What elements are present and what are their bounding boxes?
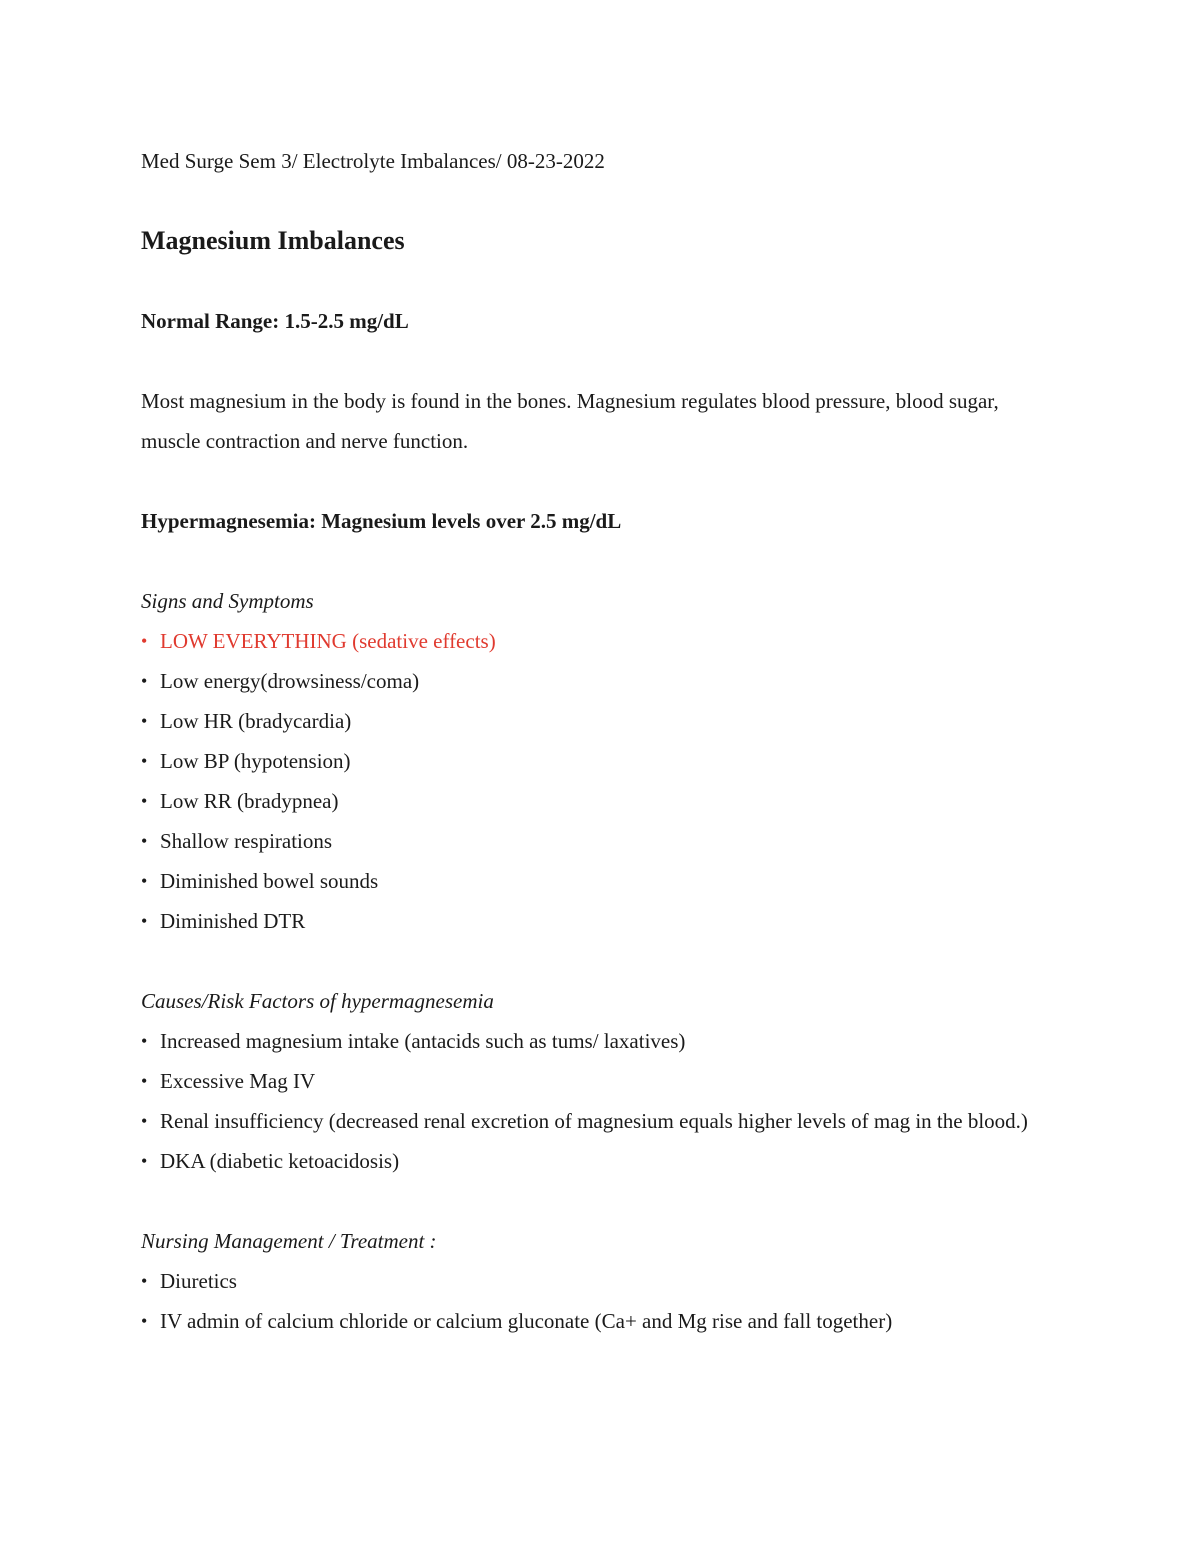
causes-heading: Causes/Risk Factors of hypermagnesemia — [141, 989, 494, 1013]
treatment-list — [141, 1261, 1051, 1341]
bullet-icon: • — [141, 1271, 148, 1291]
list-item-text: Increased magnesium intake (antacids such as tums/ laxatives) — [160, 1029, 686, 1053]
bullet-icon: • — [141, 791, 148, 811]
normal-range-value: 1.5-2.5 mg/dL — [279, 309, 409, 333]
list-item — [141, 861, 1051, 901]
hypermagnesemia-label: Hypermagnesemia: — [141, 509, 316, 533]
list-item-text: LOW EVERYTHING (sedative effects) — [160, 629, 496, 653]
page-title: Magnesium Imbalances — [141, 226, 405, 255]
list-item-text: Excessive Mag IV — [160, 1069, 316, 1093]
signs-list — [141, 621, 1051, 941]
list-item-text: Diuretics — [160, 1269, 237, 1293]
bullet-icon: • — [141, 871, 148, 891]
bullet-icon: • — [141, 711, 148, 731]
list-item-text: Shallow respirations — [160, 829, 333, 853]
list-item-text: Low HR (bradycardia) — [160, 709, 352, 733]
bullet-icon: • — [141, 831, 148, 851]
list-item — [141, 1301, 1051, 1341]
bullet-icon: • — [141, 1071, 148, 1091]
list-item-text: Diminished DTR — [160, 909, 306, 933]
bullet-icon: • — [141, 671, 148, 691]
list-item — [141, 1021, 1051, 1061]
list-item-text: Diminished bowel sounds — [160, 869, 379, 893]
causes-list — [141, 1021, 1051, 1181]
list-item-text: Renal insufficiency (decreased renal excretion of magnesium equals higher levels of mag in the blood.) — [160, 1109, 1028, 1133]
list-item-text: Low BP (hypotension) — [160, 749, 351, 773]
list-item-text: DKA (diabetic ketoacidosis) — [160, 1149, 400, 1173]
hypermagnesemia-definition — [141, 501, 1051, 541]
list-item — [141, 1061, 1051, 1101]
bullet-icon: • — [141, 1031, 148, 1051]
signs-heading: Signs and Symptoms — [141, 589, 314, 613]
bullet-icon: • — [141, 751, 148, 771]
list-item — [141, 1141, 1051, 1181]
list-item-text: Low energy(drowsiness/coma) — [160, 669, 420, 693]
normal-range — [141, 301, 1051, 341]
bullet-icon: • — [141, 631, 148, 651]
list-item-text: Low RR (bradypnea) — [160, 789, 339, 813]
bullet-icon: • — [141, 1111, 148, 1131]
list-item — [141, 821, 1051, 861]
intro-paragraph: Most magnesium in the body is found in the bones. Magnesium regulates blood pressure, blood sugar, muscle contraction and nerve function. — [141, 389, 999, 453]
breadcrumb: Med Surge Sem 3/ Electrolyte Imbalances/ 08-23-2022 — [141, 149, 605, 173]
document-page — [141, 141, 1051, 1341]
normal-range-label: Normal Range: — [141, 309, 280, 333]
list-item — [141, 621, 1051, 661]
hypermagnesemia-value: Magnesium levels over 2.5 mg/dL — [315, 509, 622, 533]
list-item — [141, 1101, 1051, 1141]
list-item — [141, 741, 1051, 781]
bullet-icon: • — [141, 1151, 148, 1171]
list-item — [141, 661, 1051, 701]
bullet-icon: • — [141, 911, 148, 931]
list-item-text: IV admin of calcium chloride or calcium gluconate (Ca+ and Mg rise and fall together) — [160, 1309, 893, 1333]
bullet-icon: • — [141, 1311, 148, 1331]
list-item — [141, 1261, 1051, 1301]
list-item — [141, 781, 1051, 821]
list-item — [141, 901, 1051, 941]
list-item — [141, 701, 1051, 741]
treatment-heading: Nursing Management / Treatment : — [141, 1229, 437, 1253]
